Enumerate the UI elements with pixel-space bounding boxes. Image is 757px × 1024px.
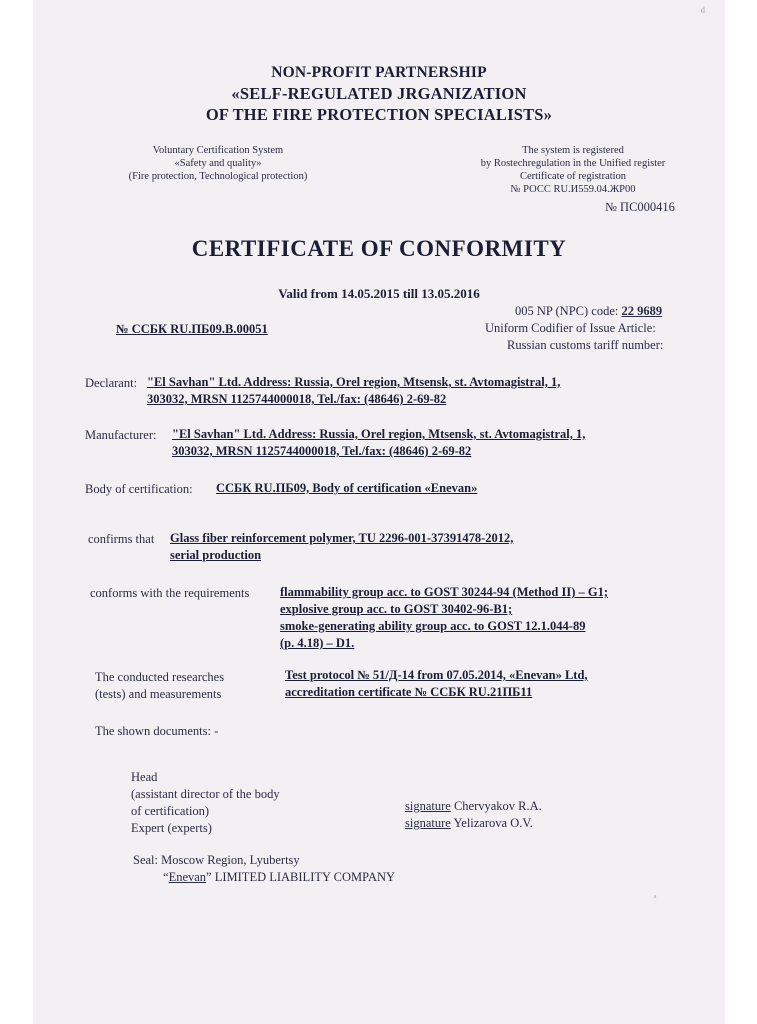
research-label-1: The conducted researches: [95, 670, 225, 684]
assistant-label-2: of certification): [131, 804, 210, 818]
research-label-2: (tests) and measurements: [95, 687, 222, 701]
code-value: 22 9689: [621, 304, 663, 318]
manufacturer-label: Manufacturer:: [85, 428, 157, 442]
registration-block: The system is registered by Rostechregulation in the Unified register Certificate of registration № РОСС RU.И559.04.ЖР00: [480, 145, 666, 195]
product-line-2: serial production: [170, 548, 262, 562]
corner-mark: ᵈ: [701, 4, 706, 19]
certification-body-label: Body of certification:: [85, 482, 193, 496]
document-title: CERTIFICATE OF CONFORMITY: [191, 236, 567, 261]
head-label: Head: [131, 770, 158, 784]
declarant-label: Declarant:: [85, 376, 138, 390]
header-line-2: «SELF-REGULATED JRGANIZATION: [231, 84, 527, 103]
certification-system-block: Voluntary Certification System «Safety and quality» (Fire protection, Technological protection): [128, 145, 308, 182]
assistant-label-1: (assistant director of the body: [131, 787, 280, 801]
requirement-line-3: smoke-generating ability group acc. to GOST 12.1.044-89: [280, 619, 586, 633]
certificate-number: № ПС000416: [605, 200, 675, 214]
manufacturer-line-1: "El Savhan" Ltd. Address: Russia, Orel region, Mtsensk, st. Avtomagistral, 1,: [172, 427, 586, 441]
requirement-line-4: (p. 4.18) – D1.: [280, 636, 355, 650]
registration-number: № ССБК RU.ПБ09.В.00051: [116, 322, 268, 336]
certificate-page: [33, 0, 725, 1024]
tariff-label: Russian customs tariff number:: [507, 338, 664, 352]
signature-chervyakov: signature Chervyakov R.A.: [405, 799, 542, 813]
confirms-label: confirms that: [88, 532, 155, 546]
header-line-1: NON-PROFIT PARTNERSHIP: [271, 64, 487, 81]
seal-location: Seal: Moscow Region, Lyubertsy: [133, 853, 300, 867]
codifier-label: Uniform Codifier of Issue Article:: [485, 321, 656, 335]
code-row: 005 NP (NPC) code: 22 9689: [515, 304, 663, 318]
product-line-1: Glass fiber reinforcement polymer, TU 2296-001-37391478-2012,: [170, 531, 514, 545]
test-protocol-line-2: accreditation certificate № ССБК RU.21ПБ11: [285, 685, 533, 699]
declarant-line-2: 303032, MRSN 1125744000018, Tel./fax: (48646) 2-69-82: [147, 392, 447, 406]
conforms-label: conforms with the requirements: [90, 586, 250, 600]
validity-period: Valid from 14.05.2015 till 13.05.2016: [278, 286, 480, 301]
signature-yelizarova: signature Yelizarova O.V.: [405, 816, 533, 830]
requirement-line-2: explosive group acc. to GOST 30402-96-B1;: [280, 602, 513, 616]
seal-company: “Enevan” LIMITED LIABILITY COMPANY: [163, 870, 396, 884]
expert-label: Expert (experts): [131, 821, 212, 835]
shown-documents: The shown documents: -: [95, 724, 219, 738]
header-line-3: OF THE FIRE PROTECTION SPECIALISTS»: [205, 105, 553, 124]
declarant-line-1: "El Savhan" Ltd. Address: Russia, Orel region, Mtsensk, st. Avtomagistral, 1,: [147, 375, 561, 389]
manufacturer-line-2: 303032, MRSN 1125744000018, Tel./fax: (48646) 2-69-82: [172, 444, 472, 458]
requirement-line-1: flammability group acc. to GOST 30244-94 (Method II) – G1;: [280, 585, 609, 599]
certification-body-value: ССБК RU.ПБ09, Body of certification «Enevan»: [216, 481, 478, 495]
stray-mark: ˢ: [654, 892, 657, 904]
test-protocol-line-1: Test protocol № 51/Д-14 from 07.05.2014, «Enevan» Ltd,: [285, 668, 588, 682]
